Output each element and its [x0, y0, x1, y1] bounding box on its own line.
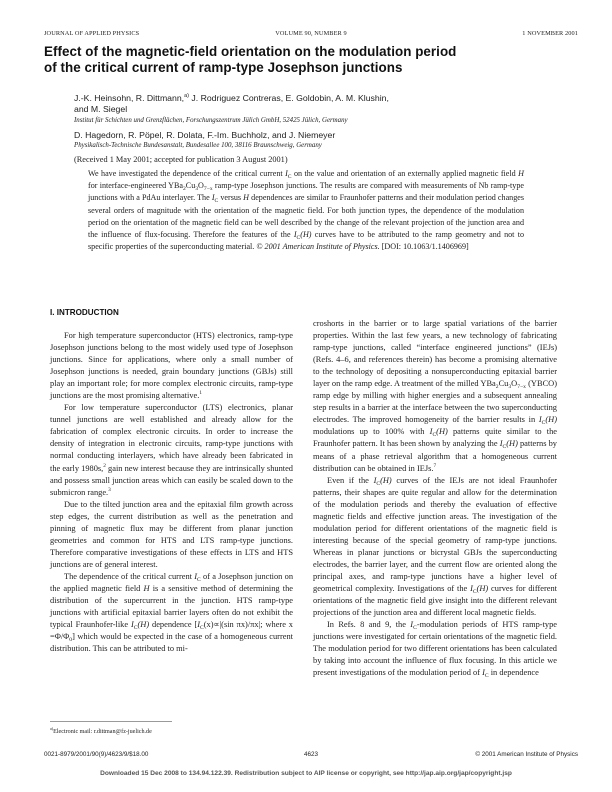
paragraph-text: The dependence of the critical current [64, 571, 195, 581]
abstract [88, 168, 524, 253]
math-sub: C [484, 673, 489, 680]
math-sub: 7−x [203, 186, 213, 193]
article-code: 0021-8979/2001/90(9)/4623/9/$18.00 [44, 751, 149, 758]
section-heading: I. INTRODUCTION [50, 308, 119, 317]
title-line-1: Effect of the magnetic-field orientation on the modulation period [44, 44, 457, 59]
math-sub: 3 [195, 186, 199, 193]
paragraph [313, 475, 557, 620]
abstract-text: O [198, 181, 204, 191]
paragraph-text: dependence [ [149, 620, 198, 630]
paragraph-text: croshorts in the barrier or to large spatial variations of the barrier properties. Within the last few years, a new technology of fabricating ramp-type junctions, called “interface engineered junctions” (IEJs) (Refs. 4–6, and references therein) has become a promising alternative to the technology of depositing a nonsuperconducting epitaxial barrier layer on the ramp edge. A treatment of the milled YBa [313, 319, 557, 389]
math-h-arg: (H) [506, 439, 518, 449]
math-ic: I [482, 668, 485, 678]
abstract-text: ramp-type Josephson junctions. The results are compared with measurements of Nb ramp-type junctions with a PdAu interlayer. The [88, 181, 524, 203]
paragraph-text: O [511, 379, 518, 389]
math-sub: C [413, 625, 417, 632]
footnote-email[interactable]: Electronic mail: r.dittman@fz-juelich.de [53, 729, 152, 735]
math-ic: I [373, 475, 377, 485]
math-sub: 3 [508, 384, 512, 391]
abstract-text: Cu [185, 181, 196, 191]
authors-text-a: J.-K. Heinsohn, R. Dittmann, [74, 93, 185, 103]
paragraph-text: patterns quite similar to the Fraunhofer pattern. It has been shown by analyzing the [313, 427, 557, 449]
math-ic: I [470, 584, 473, 594]
affiliation-1: Institut für Schichten und Grenzflächen, Forschungszentrum Jülich GmbH, 52425 Jülich, Germany [74, 117, 348, 124]
doi-link[interactable]: [DOI: 10.1063/1.1406969] [379, 242, 469, 252]
math-sub: C [296, 235, 301, 242]
paragraph-text: patterns by means of a phase retrieval algorithm that a homogeneous current distribution can be obtained in IEJs. [313, 439, 557, 473]
math-h-arg: (H) [137, 620, 150, 630]
math-sub: C [541, 420, 546, 427]
math-sub: C [287, 174, 292, 180]
paragraph [50, 571, 293, 655]
paragraph-text: modulations up to 100% with [313, 427, 430, 437]
paragraph [313, 619, 557, 679]
paragraph-text: curves of the IEJs are not ideal Fraunhofer patterns, their shapes are quite regular and allow for the determination of the modulation periods and thereby the evaluation of effective magnetic fields and effective junction areas. The investigation of the modulation period for different orientations of the magnetic field is interesting because of the special geometry of ramp-type junctions. Whereas in planar junctions or bicrystal GBJs the superconducting electrodes, the barrier layer, and the current flow are oriented along the principal axes, and ramp-type junctions have a higher level of geometrical complexity. Investigations of the [313, 475, 557, 594]
abstract-text: curves have to be attributed to the ramp geometry and not to specific properties of the superconducting material. [88, 230, 524, 252]
math-h: H [143, 583, 150, 593]
citation-7[interactable]: 7 [433, 462, 437, 469]
abstract-text: on the value and orientation of an externally applied magnetic field [291, 169, 519, 178]
math-formula: (x)∝|(sin πx)/πx|; where x =Φ/Φ [50, 620, 293, 642]
paragraph: Due to the tilted junction area and the epitaxial film growth across step edges, the current distribution as well as the penetration and pinning of magnetic flux may be different from planar junction geometries and common for HTS and LTS ramp-type junctions. Therefore comparative investigations of these effects in LTS and HTS junctions are of general interest. [50, 499, 293, 569]
issue-date: 1 NOVEMBER 2001 [522, 30, 578, 37]
math-sub: C [502, 444, 507, 451]
math-sub: C [133, 625, 138, 632]
math-h-arg: (H) [300, 230, 312, 240]
math-h-arg: (H) [476, 584, 489, 594]
paragraph [50, 402, 293, 498]
article-title [44, 44, 564, 76]
math-sub: 0 [69, 637, 73, 644]
page-number: 4623 [303, 751, 318, 758]
abstract-text: dependences are similar to Fraunhofer patterns and their modulation period changes several orders of magnitude with the orientation of the magnetic field. For both junction types, the dependence of the modulation period on the orientation of the magnetic field can be well described by the change of the relevant projection of the junction area and the influence of flux-focusing. Therefore the features of the [88, 193, 524, 240]
math-sub: 2 [183, 186, 186, 193]
math-h-arg: (H) [545, 415, 557, 425]
paragraph-text: Even if the [327, 475, 374, 485]
author-list-1 [74, 93, 554, 114]
math-ic: I [194, 571, 198, 581]
paragraph-text: is a sensitive method of determining the distribution of the supercurrent in the junction. HTS ramp-type junctions with artificial epitaxial barrier layers often do not exhibit the typical Fraunhofer-like [50, 583, 293, 630]
paragraph-text: gain new interest because they are intrinsically shunted and possess small junction areas which can easily be scaled down to the submicron range. [50, 463, 293, 497]
title-line-2: of the critical current of ramp-type Josephson junctions [44, 59, 403, 75]
math-ic: I [538, 415, 542, 425]
math-ic: I [410, 620, 414, 630]
math-ic: I [197, 620, 201, 630]
citation-2[interactable]: 2 [103, 462, 106, 469]
journal-name: JOURNAL OF APPLIED PHYSICS [44, 30, 140, 37]
authors-text-c: and M. Siegel [74, 103, 128, 114]
math-h: H [243, 193, 250, 203]
math-sub: C [432, 432, 437, 439]
paragraph-text: in dependence [488, 668, 539, 678]
author-footnote-marker[interactable]: a) [184, 93, 189, 99]
citation-3[interactable]: 3 [108, 486, 111, 493]
math-ic: I [211, 193, 215, 203]
paragraph-text: Cu [498, 379, 509, 389]
paragraph-text: For high temperature superconductor (HTS) electronics, ramp-type Josephson junctions belong to the most widely used type of Josephson junctions. Since for applications, where only a small number of Josephson junctions is needed, grain boundary junctions (GBJs) still play an important role; for more complex electronic circuits, ramp-type junctions are the most promising alternative. [50, 331, 293, 401]
abstract-text: versus [218, 193, 244, 203]
paragraph-text: ] which would be expected in the case of a homogeneous current distribution. This can be attributed to mi- [50, 632, 293, 654]
abstract-copyright: © 2001 American Institute of Physics. [256, 242, 380, 252]
citation-1[interactable]: 1 [199, 390, 202, 397]
footer-copyright: © 2001 American Institute of Physics [475, 751, 578, 758]
paragraph-text: of a Josephson junction on the applied magnetic field [50, 571, 294, 593]
footnote-marker: a) [50, 726, 54, 731]
math-sub: C [472, 589, 477, 596]
affiliation-2: Physikalisch-Technische Bundesanstalt, Bundesallee 100, 38116 Braunschweig, Germany [74, 142, 322, 149]
abstract-text: for interface-engineered YBa [88, 181, 183, 191]
math-sub: 7−x [517, 384, 526, 391]
column-left [50, 308, 293, 655]
math-h-arg: (H) [380, 475, 392, 485]
math-ic: I [293, 230, 297, 240]
author-list-2: D. Hagedorn, R. Pöpel, R. Dolata, F.-Im. Buchholz, and J. Niemeyer [74, 130, 336, 140]
paragraph-text: curves for different orientations of the magnetic field give insight into the different relevant projections of the junction area and different local magnetic fields. [313, 584, 557, 618]
paragraph-text: For low temperature superconductor (LTS) electronics, planar tunnel junctions are well established and already allow for the fabrication of complex electronic circuits. In order to increase the density of integration in electronic circuits, ramp-type junctions with normal conducting interlayers, which have already been fabricated in the early 1980s, [50, 403, 293, 473]
abstract-text: We have investigated the dependence of the critical current [88, 169, 286, 178]
paragraph-text: -modulation periods of HTS ramp-type junctions were investigated for certain orientations of the magnetic field. The modulation period for two different orientations has been calculated by taking into account the influence of flux focusing. In this article we present investigations of the modulation period of [313, 620, 557, 678]
math-ic: I [429, 427, 433, 437]
math-h-arg: (H) [436, 427, 448, 437]
download-notice[interactable]: Downloaded 15 Dec 2008 to 134.94.122.39. Redistribution subject to AIP license or copyright, see http://jap.aip.org/jap/copyright.jsp [100, 770, 512, 777]
math-h: H [518, 169, 524, 178]
received-dates: (Received 1 May 2001; accepted for publication 3 August 2001) [74, 155, 288, 164]
math-sub: 2 [495, 384, 499, 391]
math-sub: C [214, 198, 219, 205]
math-ic: I [285, 169, 288, 178]
footnote [50, 726, 152, 735]
authors-text-b: J. Rodriguez Contreras, E. Goldobin, A. M. Klushin, [188, 93, 389, 103]
paragraph-text: In Refs. 8 and 9, the [327, 620, 411, 630]
paragraph [50, 330, 293, 402]
paragraph [313, 318, 557, 475]
column-right [313, 318, 557, 679]
math-ic: I [130, 620, 134, 630]
volume-number: VOLUME 90, NUMBER 9 [275, 30, 347, 37]
math-sub: C [197, 576, 201, 583]
math-ic: I [499, 439, 503, 449]
math-sub: C [376, 480, 381, 487]
footnote-divider [50, 721, 172, 722]
paragraph-text: (YBCO) ramp edge by milling with higher energies and a subsequent annealing step results in a barrier at the interface between the two superconducting electrodes. The improved homogeneity of the barrier results in [313, 379, 557, 425]
math-sub: C [200, 625, 204, 632]
